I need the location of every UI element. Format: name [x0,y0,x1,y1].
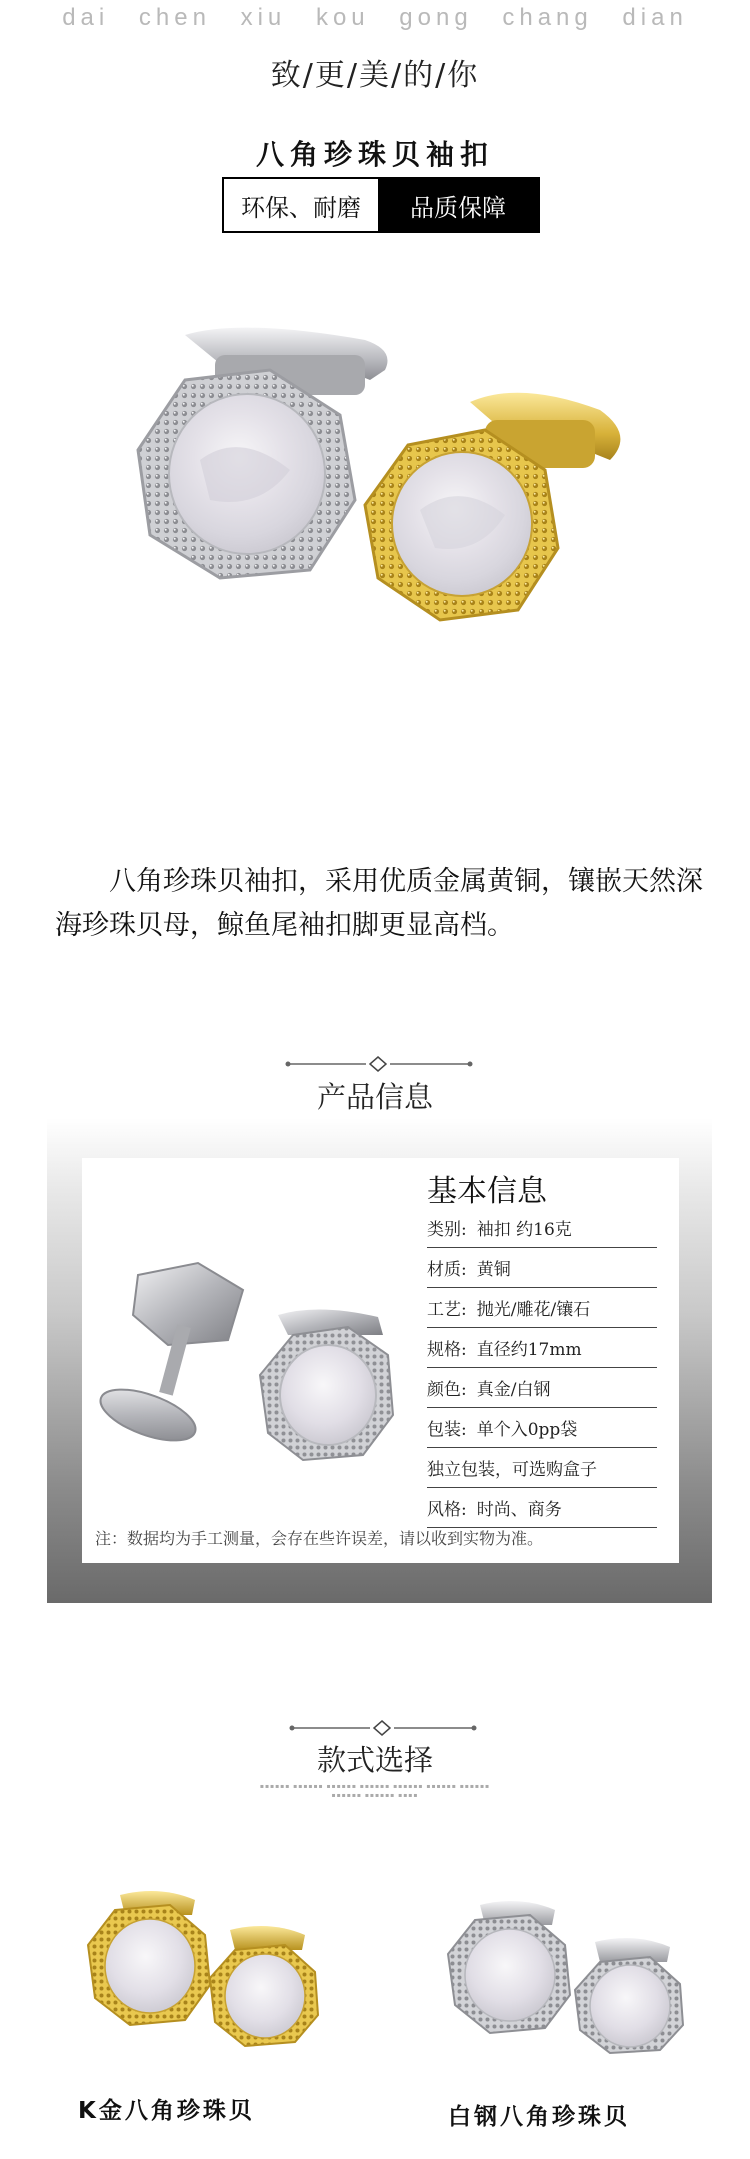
info-key: 颜色: [427,1379,467,1400]
section-title-product-info: 产品信息 [316,1080,433,1114]
style-option-gold-label[interactable]: K金八角珍珠贝 [78,2098,255,2124]
section-divider-ornament [0,1718,750,1738]
info-key: 类别: [427,1219,467,1240]
info-value: 时尚、商务 [476,1499,562,1520]
style-option-silver-label[interactable]: 白钢八角珍珠贝 [448,2104,630,2130]
info-row-packaging [427,1407,657,1448]
gold-cufflink-option-image[interactable] [70,1880,340,2050]
info-row-category [427,1207,657,1248]
info-value: 真金/白钢 [476,1379,551,1400]
section-title-style-select: 款式选择 [316,1743,433,1777]
info-value: 独立包装，可选购盒子 [427,1459,597,1480]
info-value: 直径约17mm [476,1339,582,1360]
info-key: 规格: [427,1339,467,1360]
info-value: 抛光/雕花/镶石 [476,1299,591,1320]
tagline: 致/更/美/的/你 [270,58,480,93]
info-row-color [427,1367,657,1408]
info-row-material [427,1247,657,1288]
info-value: 单个入0pp袋 [476,1419,578,1440]
card-title: 基本信息 [427,1174,547,1209]
badge-left: 环保、耐磨 [224,179,378,231]
section-fine-print: ▪▪▪▪▪▪ ▪▪▪▪▪▪ ▪▪▪▪▪▪ ▪▪▪▪▪▪ ▪▪▪▪▪▪ ▪▪▪▪▪▪ ▪▪▪▪▪▪ ▪▪▪▪▪▪ ▪▪▪▪▪▪ ▪▪▪▪ [259,1783,491,1799]
info-row-packaging-extra [427,1447,657,1488]
info-key: 工艺: [427,1299,467,1320]
info-key: 材质: [427,1259,467,1280]
info-row-size [427,1327,657,1368]
intro-paragraph: 八角珍珠贝袖扣，采用优质金属黄铜，镶嵌天然深海珍珠贝母，鲸鱼尾袖扣脚更显高档。 [55,866,703,941]
badge-right: 品质保障 [378,179,538,231]
info-key: 风格: [427,1499,467,1520]
info-value: 袖扣 约16克 [476,1219,572,1240]
info-key: 包装: [427,1419,467,1440]
info-row-craft [427,1287,657,1328]
feature-badge [222,177,540,233]
hero-cufflinks-image [90,310,710,690]
side-view-cufflink-image [98,1255,408,1485]
silver-cufflink-option-image[interactable] [435,1890,705,2055]
product-title: 八角珍珠贝袖扣 [255,138,494,171]
info-row-style [427,1487,657,1528]
section-divider-ornament [0,1054,750,1074]
measurement-note: 注：数据均为手工测量，会存在些许误差，请以收到实物为准。 [95,1529,544,1548]
info-value: 黄铜 [476,1259,511,1280]
pinyin-banner: dai chen xiu kou gong chang dian [62,4,688,31]
